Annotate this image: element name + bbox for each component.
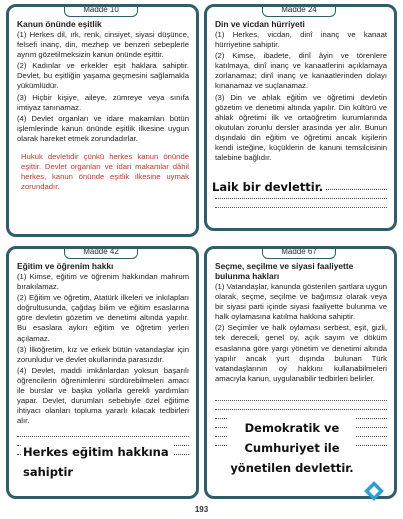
paragraph: (1) Kimse, eğitim ve öğrenim hakkından mahrum bırakılamaz.	[17, 272, 189, 292]
note-madde-10: Hukuk devletidir çünkü herkes kanun önünde eşittir. Devlet organları ve idari makamlar dâhil herkes, kanun önünde eşitlik ilkesine uymak zorundadır.	[21, 152, 189, 192]
paragraph: (2) Kimse, ibadete, dinî âyin ve törenlere katılmaya, dinî inanç ve kanaatlerini açıklamaya zorlanamaz; dinî inanç ve kanaatlerinden dolayı kınanamaz ve suçlanamaz.	[215, 51, 387, 91]
tab-madde-42: Madde 42	[64, 246, 138, 259]
title-madde-10: Kanun önünde eşitlik	[17, 19, 102, 29]
paragraph: (1) Herkes dil, ırk, renk, cinsiyet, siyasi düşünce, felsefi inanç, din, mezhep ve benzeri sebeplerle ayrım gözetilmeksizin kanun önünde eşittir.	[17, 30, 189, 60]
paragraph: (2) Kadınlar ve erkekler eşit haklara sahiptir. Devlet, bu eşitliğin yaşama geçmesini sağlamakla yükümlüdür.	[17, 61, 189, 91]
page-number: 193	[194, 505, 209, 514]
paragraph: (3) İlköğretim, kız ve erkek bütün vatandaşlar için zorunludur ve devlet okullarında parasızdır.	[17, 344, 189, 364]
tab-madde-24: Madde 24	[262, 4, 336, 17]
paragraph: (3) Hiçbir kişiye, aileye, zümreye veya sınıfa imtiyaz tanınamaz.	[17, 92, 189, 112]
dotted-line	[215, 401, 387, 410]
handwritten-note-madde-67: Demokratik ve Cumhuriyet ile yönetilen devlettir.	[228, 418, 356, 478]
paragraph: (4) Devlet organları ve idare makamları bütün işlemlerinde kanun önünde eşitlik ilkesine uygun olarak hareket etmek zorundadırlar.	[17, 113, 189, 143]
title-madde-42: Eğitim ve öğrenim hakkı	[17, 261, 114, 271]
handwritten-note-madde-42: Herkes eğitim hakkına sahiptir	[21, 442, 173, 482]
dotted-line	[215, 199, 387, 208]
paragraph: (1) Vatandaşlar, kanunda gösterilen şartlara uygun olarak, seçme, seçilme ve bağımsız olarak veya bir siyasi parti içinde siyasi faaliyette bulunma ve halk oylamasına katılma hakkına sahiptir.	[215, 282, 387, 322]
tab-madde-67: Madde 67	[262, 246, 336, 259]
paragraph: (1) Herkes, vicdan, dinî inanç ve kanaat hürriyetine sahiptir.	[215, 30, 387, 50]
card-madde-24	[204, 4, 397, 231]
body-madde-10	[17, 30, 189, 144]
title-madde-24: Din ve vicdan hürriyeti	[215, 19, 305, 29]
paragraph: (3) Din ve ahlak eğitim ve öğretimi devletin gözetim ve denetimi altında yapılır. Din kültürü ve ahlak öğretimi ilk ve ortaöğretim kurumlarında okutulan zorunlu dersler arasında yer alır. Bunun dışındaki din eğitim ve öğretimi ancak kişilerin kendi isteğine, küçüklerin de kanuni temsilcisinin talebine bağlıdır.	[215, 92, 387, 163]
dotted-line	[17, 428, 189, 437]
body-madde-42	[17, 272, 189, 426]
paragraph: (2) Seçimler ve halk oylaması serbest, eşit, gizli, tek dereceli, genel oy, açık sayım ve döküm esaslarına göre yargı yönetim ve denetimi altında yapılır ancak yurt dışında bulunan Türk vatandaşlarının oy hakkını kullanabilmeleri amacıyla kanun, uygulanabilir tedbirleri belirler.	[215, 323, 387, 383]
tab-madde-10: Madde 10	[64, 4, 138, 17]
title-madde-67: Seçme, seçilme ve siyasi faaliyette bulunma hakları	[215, 261, 354, 281]
handwritten-note-madde-24: Laik bir devlettir.	[212, 180, 324, 194]
card-madde-10	[6, 4, 199, 237]
paragraph: (2) Eğitim ve öğretim, Atatürk ilkeleri ve inkılapları doğrultusunda, çağdaş bilim ve eğitim esaslarına göre devletin gözetim ve denetimi altında yapılır. Bu esaslara aykırı eğitim ve öğretim yerleri açılamaz.	[17, 293, 189, 343]
dotted-line	[215, 392, 387, 401]
body-madde-24	[215, 30, 387, 163]
body-madde-67	[215, 282, 387, 384]
paragraph: (4) Devlet, maddi imkânlardan yoksun başarılı öğrencilerin öğrenimlerini sürdürebilmeleri amacı ile burslar ve başka yollarla gerekli yardımları yapar. Devlet, durumları sebebiyle özel eğitime ihtiyacı olanları topluma yararlı kılacak tedbirleri alır.	[17, 365, 189, 426]
blue-diamond-icon	[361, 478, 387, 504]
